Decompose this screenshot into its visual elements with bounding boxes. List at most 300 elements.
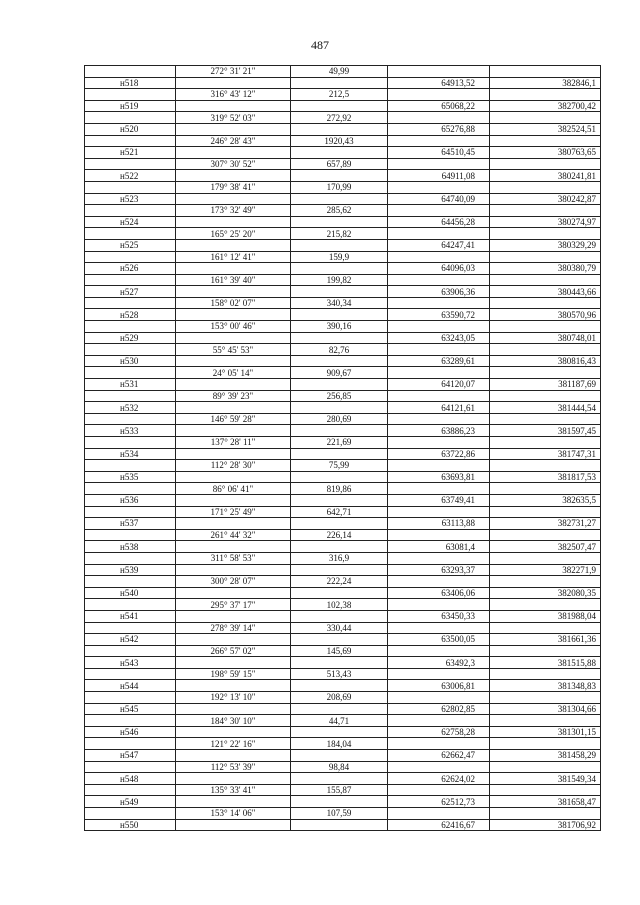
empty-cell <box>490 460 601 472</box>
empty-cell <box>416 274 490 286</box>
empty-cell <box>85 251 176 263</box>
empty-cell <box>85 181 176 193</box>
empty-cell <box>490 89 601 101</box>
empty-cell <box>388 181 416 193</box>
point-row <box>85 147 601 159</box>
empty-cell <box>388 529 416 541</box>
y-coordinate-cell: 381348,83 <box>490 680 601 692</box>
empty-cell <box>416 529 490 541</box>
empty-cell <box>388 263 416 275</box>
empty-cell <box>388 796 416 808</box>
x-coordinate-cell: 62662,47 <box>416 750 490 762</box>
empty-cell <box>416 738 490 750</box>
empty-cell <box>416 599 490 611</box>
point-name-cell: н520 <box>85 123 176 135</box>
direction-angle-cell: 278° 39' 14" <box>176 622 291 634</box>
segment-row <box>85 668 601 680</box>
empty-cell <box>388 425 416 437</box>
empty-cell <box>416 158 490 170</box>
y-coordinate-cell: 382080,35 <box>490 587 601 599</box>
empty-cell <box>490 181 601 193</box>
empty-cell <box>176 379 291 391</box>
empty-cell <box>291 703 388 715</box>
x-coordinate-cell: 63450,33 <box>416 610 490 622</box>
empty-cell <box>490 552 601 564</box>
empty-cell <box>388 251 416 263</box>
point-name-cell: н518 <box>85 77 176 89</box>
direction-angle-cell: 173° 32' 49" <box>176 205 291 217</box>
empty-cell <box>490 576 601 588</box>
y-coordinate-cell: 380329,29 <box>490 239 601 251</box>
point-name-cell: н541 <box>85 610 176 622</box>
x-coordinate-cell: 63590,72 <box>416 309 490 321</box>
empty-cell <box>85 622 176 634</box>
empty-cell <box>416 413 490 425</box>
empty-cell <box>85 390 176 402</box>
direction-angle-cell: 161° 39' 40" <box>176 274 291 286</box>
empty-cell <box>416 437 490 449</box>
empty-cell <box>85 715 176 727</box>
empty-cell <box>85 645 176 657</box>
y-coordinate-cell: 381444,54 <box>490 402 601 414</box>
empty-cell <box>176 750 291 762</box>
point-name-cell: н522 <box>85 170 176 182</box>
empty-cell <box>416 228 490 240</box>
point-name-cell: н529 <box>85 332 176 344</box>
segment-row <box>85 460 601 472</box>
x-coordinate-cell: 64740,09 <box>416 193 490 205</box>
empty-cell <box>416 297 490 309</box>
empty-cell <box>85 692 176 704</box>
empty-cell <box>490 668 601 680</box>
empty-cell <box>388 123 416 135</box>
empty-cell <box>490 761 601 773</box>
empty-cell <box>416 784 490 796</box>
empty-cell <box>416 367 490 379</box>
empty-cell <box>388 541 416 553</box>
empty-cell <box>176 239 291 251</box>
point-row <box>85 657 601 669</box>
empty-cell <box>388 773 416 785</box>
point-row <box>85 471 601 483</box>
empty-cell <box>291 170 388 182</box>
distance-cell: 170,99 <box>291 181 388 193</box>
empty-cell <box>291 634 388 646</box>
x-coordinate-cell: 64247,41 <box>416 239 490 251</box>
x-coordinate-cell: 63749,41 <box>416 494 490 506</box>
x-coordinate-cell: 63243,05 <box>416 332 490 344</box>
distance-cell: 340,34 <box>291 297 388 309</box>
distance-cell: 513,43 <box>291 668 388 680</box>
y-coordinate-cell: 381187,69 <box>490 379 601 391</box>
empty-cell <box>388 576 416 588</box>
empty-cell <box>416 552 490 564</box>
empty-cell <box>388 367 416 379</box>
direction-angle-cell: 24° 05' 14" <box>176 367 291 379</box>
segment-row <box>85 205 601 217</box>
empty-cell <box>291 425 388 437</box>
empty-cell <box>388 506 416 518</box>
segment-row <box>85 576 601 588</box>
empty-cell <box>291 564 388 576</box>
empty-cell <box>490 135 601 147</box>
segment-row <box>85 112 601 124</box>
y-coordinate-cell: 380443,66 <box>490 286 601 298</box>
page-number: 487 <box>311 38 329 52</box>
empty-cell <box>291 402 388 414</box>
empty-cell <box>388 819 416 831</box>
empty-cell <box>388 274 416 286</box>
empty-cell <box>490 437 601 449</box>
y-coordinate-cell: 382731,27 <box>490 518 601 530</box>
distance-cell: 44,71 <box>291 715 388 727</box>
empty-cell <box>388 193 416 205</box>
coordinates-table-body <box>85 66 601 831</box>
empty-cell <box>388 761 416 773</box>
y-coordinate-cell: 380380,79 <box>490 263 601 275</box>
empty-cell <box>291 239 388 251</box>
empty-cell <box>388 483 416 495</box>
empty-cell <box>388 89 416 101</box>
point-name-cell: н548 <box>85 773 176 785</box>
empty-cell <box>291 77 388 89</box>
point-name-cell: н528 <box>85 309 176 321</box>
x-coordinate-cell: 64456,28 <box>416 216 490 228</box>
point-row <box>85 610 601 622</box>
direction-angle-cell: 165° 25' 20" <box>176 228 291 240</box>
distance-cell: 82,76 <box>291 344 388 356</box>
empty-cell <box>291 587 388 599</box>
segment-row <box>85 437 601 449</box>
distance-cell: 215,82 <box>291 228 388 240</box>
empty-cell <box>176 286 291 298</box>
direction-angle-cell: 272° 31' 21" <box>176 66 291 78</box>
x-coordinate-cell: 63906,36 <box>416 286 490 298</box>
distance-cell: 280,69 <box>291 413 388 425</box>
empty-cell <box>416 89 490 101</box>
point-row <box>85 750 601 762</box>
segment-row <box>85 274 601 286</box>
point-name-cell: н523 <box>85 193 176 205</box>
empty-cell <box>176 657 291 669</box>
empty-cell <box>176 680 291 692</box>
empty-cell <box>85 506 176 518</box>
point-row <box>85 216 601 228</box>
distance-cell: 222,24 <box>291 576 388 588</box>
empty-cell <box>176 425 291 437</box>
empty-cell <box>388 205 416 217</box>
empty-cell <box>176 402 291 414</box>
empty-cell <box>291 726 388 738</box>
empty-cell <box>388 332 416 344</box>
empty-cell <box>490 529 601 541</box>
point-row <box>85 193 601 205</box>
point-row <box>85 518 601 530</box>
point-name-cell: н542 <box>85 634 176 646</box>
empty-cell <box>85 274 176 286</box>
point-name-cell: н544 <box>85 680 176 692</box>
y-coordinate-cell: 382507,47 <box>490 541 601 553</box>
x-coordinate-cell: 65276,88 <box>416 123 490 135</box>
empty-cell <box>291 494 388 506</box>
point-row <box>85 680 601 692</box>
x-coordinate-cell: 64096,03 <box>416 263 490 275</box>
x-coordinate-cell: 62758,28 <box>416 726 490 738</box>
empty-cell <box>490 622 601 634</box>
empty-cell <box>176 610 291 622</box>
empty-cell <box>291 796 388 808</box>
empty-cell <box>490 692 601 704</box>
segment-row <box>85 552 601 564</box>
empty-cell <box>388 344 416 356</box>
empty-cell <box>388 784 416 796</box>
y-coordinate-cell: 381301,15 <box>490 726 601 738</box>
coordinates-table <box>84 65 601 831</box>
empty-cell <box>176 773 291 785</box>
empty-cell <box>416 460 490 472</box>
empty-cell <box>388 286 416 298</box>
distance-cell: 159,9 <box>291 251 388 263</box>
distance-cell: 208,69 <box>291 692 388 704</box>
x-coordinate-cell: 63081,4 <box>416 541 490 553</box>
point-row <box>85 494 601 506</box>
segment-row <box>85 321 601 333</box>
empty-cell <box>490 112 601 124</box>
empty-cell <box>291 355 388 367</box>
point-row <box>85 564 601 576</box>
empty-cell <box>291 309 388 321</box>
empty-cell <box>176 796 291 808</box>
y-coordinate-cell: 382635,5 <box>490 494 601 506</box>
y-coordinate-cell: 381747,31 <box>490 448 601 460</box>
empty-cell <box>388 552 416 564</box>
x-coordinate-cell: 63886,23 <box>416 425 490 437</box>
empty-cell <box>176 494 291 506</box>
y-coordinate-cell: 380242,87 <box>490 193 601 205</box>
empty-cell <box>388 216 416 228</box>
point-name-cell: н535 <box>85 471 176 483</box>
empty-cell <box>291 263 388 275</box>
empty-cell <box>416 66 490 78</box>
y-coordinate-cell: 380274,97 <box>490 216 601 228</box>
direction-angle-cell: 198° 59' 15" <box>176 668 291 680</box>
point-row <box>85 100 601 112</box>
empty-cell <box>85 437 176 449</box>
empty-cell <box>490 715 601 727</box>
segment-row <box>85 228 601 240</box>
empty-cell <box>85 205 176 217</box>
empty-cell <box>388 738 416 750</box>
direction-angle-cell: 137° 28' 11" <box>176 437 291 449</box>
point-row <box>85 263 601 275</box>
empty-cell <box>388 147 416 159</box>
distance-cell: 272,92 <box>291 112 388 124</box>
point-row <box>85 819 601 831</box>
distance-cell: 657,89 <box>291 158 388 170</box>
empty-cell <box>490 297 601 309</box>
point-name-cell: н527 <box>85 286 176 298</box>
direction-angle-cell: 112° 28' 30" <box>176 460 291 472</box>
segment-row <box>85 135 601 147</box>
empty-cell <box>416 622 490 634</box>
empty-cell <box>176 123 291 135</box>
segment-row <box>85 66 601 78</box>
x-coordinate-cell: 62802,85 <box>416 703 490 715</box>
direction-angle-cell: 153° 00' 46" <box>176 321 291 333</box>
point-name-cell: н546 <box>85 726 176 738</box>
y-coordinate-cell: 382524,51 <box>490 123 601 135</box>
empty-cell <box>291 773 388 785</box>
empty-cell <box>85 228 176 240</box>
empty-cell <box>291 680 388 692</box>
empty-cell <box>176 564 291 576</box>
direction-angle-cell: 311° 58' 53" <box>176 552 291 564</box>
empty-cell <box>490 738 601 750</box>
point-name-cell: н533 <box>85 425 176 437</box>
empty-cell <box>416 390 490 402</box>
point-name-cell: н530 <box>85 355 176 367</box>
empty-cell <box>291 123 388 135</box>
empty-cell <box>176 703 291 715</box>
y-coordinate-cell: 382846,1 <box>490 77 601 89</box>
point-name-cell: н545 <box>85 703 176 715</box>
empty-cell <box>388 309 416 321</box>
direction-angle-cell: 146° 59' 28" <box>176 413 291 425</box>
direction-angle-cell: 246° 28' 43" <box>176 135 291 147</box>
empty-cell <box>85 483 176 495</box>
direction-angle-cell: 153° 14' 06" <box>176 808 291 820</box>
empty-cell <box>291 379 388 391</box>
point-row <box>85 773 601 785</box>
empty-cell <box>388 77 416 89</box>
empty-cell <box>85 297 176 309</box>
empty-cell <box>176 634 291 646</box>
empty-cell <box>85 808 176 820</box>
empty-cell <box>490 228 601 240</box>
segment-row <box>85 692 601 704</box>
empty-cell <box>490 274 601 286</box>
empty-cell <box>85 668 176 680</box>
empty-cell <box>85 413 176 425</box>
empty-cell <box>416 321 490 333</box>
point-row <box>85 309 601 321</box>
empty-cell <box>388 228 416 240</box>
direction-angle-cell: 171° 25' 49" <box>176 506 291 518</box>
empty-cell <box>85 158 176 170</box>
empty-cell <box>416 112 490 124</box>
empty-cell <box>388 726 416 738</box>
empty-cell <box>388 390 416 402</box>
empty-cell <box>388 494 416 506</box>
point-row <box>85 425 601 437</box>
empty-cell <box>388 135 416 147</box>
point-row <box>85 239 601 251</box>
empty-cell <box>85 321 176 333</box>
empty-cell <box>388 112 416 124</box>
x-coordinate-cell: 63293,37 <box>416 564 490 576</box>
empty-cell <box>388 413 416 425</box>
point-name-cell: н526 <box>85 263 176 275</box>
segment-row <box>85 645 601 657</box>
x-coordinate-cell: 63406,06 <box>416 587 490 599</box>
distance-cell: 330,44 <box>291 622 388 634</box>
empty-cell <box>85 89 176 101</box>
direction-angle-cell: 135° 33' 41" <box>176 784 291 796</box>
direction-angle-cell: 319° 52' 03" <box>176 112 291 124</box>
distance-cell: 285,62 <box>291 205 388 217</box>
distance-cell: 102,38 <box>291 599 388 611</box>
y-coordinate-cell: 382271,9 <box>490 564 601 576</box>
point-row <box>85 355 601 367</box>
empty-cell <box>388 437 416 449</box>
empty-cell <box>490 645 601 657</box>
empty-cell <box>388 402 416 414</box>
empty-cell <box>85 599 176 611</box>
empty-cell <box>176 448 291 460</box>
direction-angle-cell: 266° 57' 02" <box>176 645 291 657</box>
x-coordinate-cell: 64120,07 <box>416 379 490 391</box>
distance-cell: 155,87 <box>291 784 388 796</box>
empty-cell <box>176 518 291 530</box>
direction-angle-cell: 55° 45' 53" <box>176 344 291 356</box>
empty-cell <box>388 321 416 333</box>
empty-cell <box>388 170 416 182</box>
empty-cell <box>85 761 176 773</box>
x-coordinate-cell: 63289,61 <box>416 355 490 367</box>
empty-cell <box>388 379 416 391</box>
y-coordinate-cell: 381458,29 <box>490 750 601 762</box>
empty-cell <box>291 657 388 669</box>
direction-angle-cell: 179° 38' 41" <box>176 181 291 193</box>
empty-cell <box>490 599 601 611</box>
empty-cell <box>416 251 490 263</box>
segment-row <box>85 808 601 820</box>
empty-cell <box>388 808 416 820</box>
direction-angle-cell: 261° 44' 32" <box>176 529 291 541</box>
x-coordinate-cell: 64913,52 <box>416 77 490 89</box>
distance-cell: 98,84 <box>291 761 388 773</box>
empty-cell <box>176 147 291 159</box>
empty-cell <box>85 112 176 124</box>
empty-cell <box>176 471 291 483</box>
y-coordinate-cell: 381661,36 <box>490 634 601 646</box>
y-coordinate-cell: 382700,42 <box>490 100 601 112</box>
empty-cell <box>490 158 601 170</box>
empty-cell <box>416 808 490 820</box>
empty-cell <box>490 321 601 333</box>
direction-angle-cell: 316° 43' 12" <box>176 89 291 101</box>
segment-row <box>85 784 601 796</box>
empty-cell <box>85 529 176 541</box>
y-coordinate-cell: 381817,53 <box>490 471 601 483</box>
segment-row <box>85 761 601 773</box>
x-coordinate-cell: 62416,67 <box>416 819 490 831</box>
empty-cell <box>176 193 291 205</box>
empty-cell <box>176 100 291 112</box>
empty-cell <box>388 645 416 657</box>
x-coordinate-cell: 63693,81 <box>416 471 490 483</box>
empty-cell <box>85 135 176 147</box>
empty-cell <box>85 66 176 78</box>
y-coordinate-cell: 381658,47 <box>490 796 601 808</box>
empty-cell <box>176 355 291 367</box>
direction-angle-cell: 112° 53' 39" <box>176 761 291 773</box>
distance-cell: 909,67 <box>291 367 388 379</box>
direction-angle-cell: 184° 30' 10" <box>176 715 291 727</box>
distance-cell: 316,9 <box>291 552 388 564</box>
empty-cell <box>85 576 176 588</box>
segment-row <box>85 506 601 518</box>
